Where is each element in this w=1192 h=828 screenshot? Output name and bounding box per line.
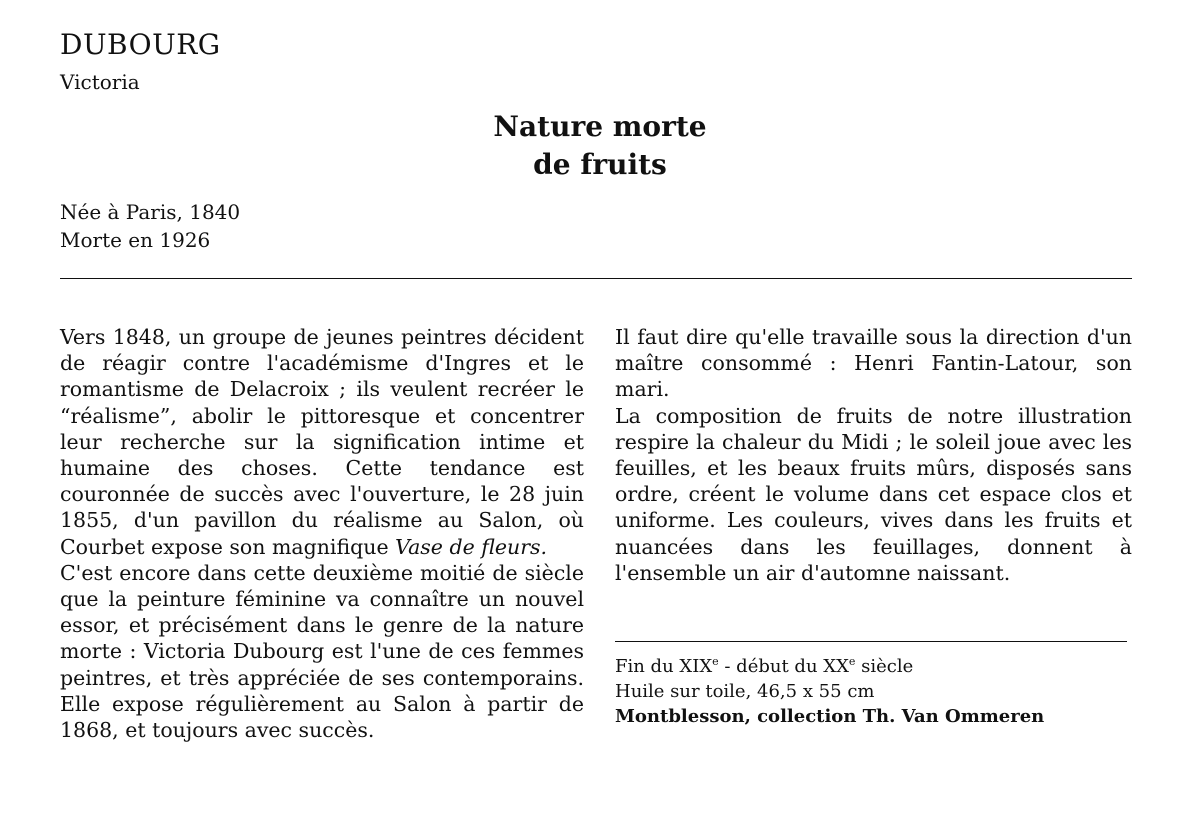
period-sup-2: e [848,655,856,668]
title-line-1: Nature morte [493,110,707,143]
period-sup-1: e [712,655,719,668]
header-divider [60,278,1132,279]
title-line-2: de fruits [533,148,667,181]
period-text-2: - début du XX [718,656,849,677]
artwork-reference: Vase de fleurs. [395,534,548,559]
birth-line: Née à Paris, 1840 [60,200,241,224]
text-column-left [60,324,584,743]
caption-divider [615,641,1127,642]
paragraph-composition: La composition de fruits de notre illustration respire la chaleur du Midi ; le soleil joue avec les feuilles, et les beaux fruits mûrs, disposés sans ordre, créent le volume dans cet espace clos et uniforme. Les couleurs, vives dans les fruits et nuancées dans les feuillages, donnent à l'ensemble un air d'automne naissant. [615,403,1132,585]
paragraph-realism-text: Vers 1848, un groupe de jeunes peintres décident de réagir contre l'académisme d'Ingres et le romantisme de Delacroix ; ils veulent recréer le “réalisme”, abolir le pittoresque et concentrer leur recherche sur la signification intime et humaine des choses. Cette tendance est couronnée de succès avec l'ouverture, le 28 juin 1855, d'un pavillon du réalisme au Salon, où Courbet expose son magnifique [60,325,584,559]
caption-collection: Montblesson, collection Th. Van Ommeren [615,706,1045,727]
death-line: Morte en 1926 [60,228,211,252]
period-text-3: siècle [855,656,914,677]
paragraph-fantin-latour: Il faut dire qu'elle travaille sous la direction d'un maître consommé : Henri Fantin-Latour, son mari. [615,325,1132,402]
artwork-title [400,108,800,184]
artist-dates [60,198,240,254]
caption-medium: Huile sur toile, 46,5 x 55 cm [615,681,875,702]
text-column-right [615,324,1132,586]
artist-surname: DUBOURG [60,28,221,61]
period-text-1: Fin du XIX [615,656,713,677]
artist-firstname: Victoria [60,70,140,94]
paragraph-realism [60,324,584,560]
paragraph-feminine-painting: C'est encore dans cette deuxième moitié de siècle que la peinture féminine va connaître un nouvel essor, et précisément dans le genre de la nature morte : Victoria Dubourg est l'une de ces femmes peintres, et très appréciée de ses contemporains. Elle expose régulièrement au Salon à partir de 1868, et toujours avec succès. [60,560,584,743]
artwork-caption [615,649,1044,729]
caption-period [615,649,1044,679]
